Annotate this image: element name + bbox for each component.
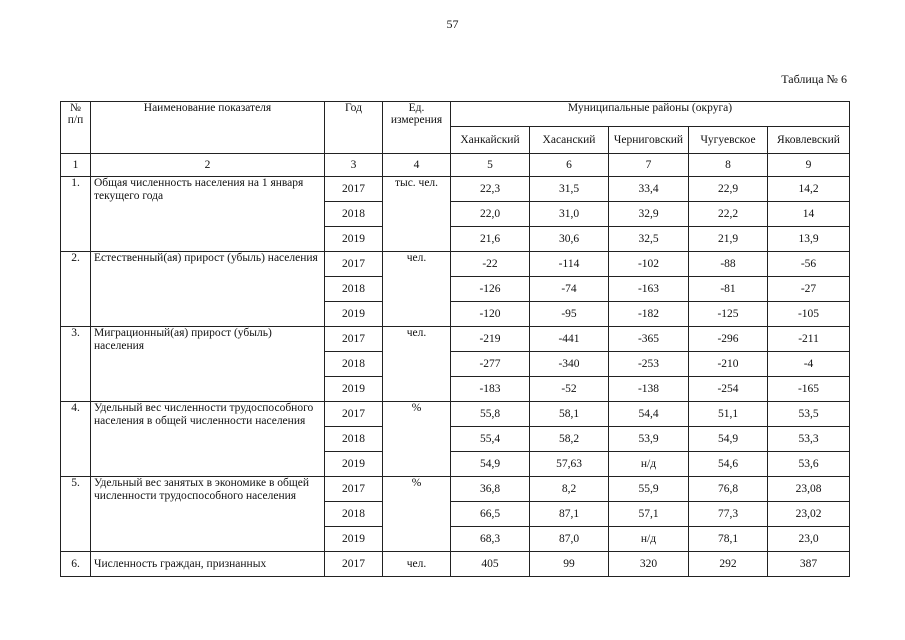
value-cell: -165 xyxy=(768,377,850,402)
year-cell: 2018 xyxy=(325,427,383,452)
year-cell: 2017 xyxy=(325,402,383,427)
value-cell: -105 xyxy=(768,302,850,327)
value-cell: -138 xyxy=(609,377,689,402)
value-cell: 23,02 xyxy=(768,502,850,527)
indicator-number: 6. xyxy=(61,552,91,577)
value-cell: -126 xyxy=(451,277,530,302)
unit-cell: % xyxy=(383,402,451,477)
value-cell: 51,1 xyxy=(689,402,768,427)
value-cell: -22 xyxy=(451,252,530,277)
value-cell: 99 xyxy=(530,552,609,577)
value-cell: 57,63 xyxy=(530,452,609,477)
value-cell: -183 xyxy=(451,377,530,402)
value-cell: -254 xyxy=(689,377,768,402)
year-cell: 2017 xyxy=(325,177,383,202)
value-cell: 14 xyxy=(768,202,850,227)
table-row xyxy=(61,177,850,202)
value-cell: 53,3 xyxy=(768,427,850,452)
value-cell: -88 xyxy=(689,252,768,277)
header-district: Ханкайский xyxy=(451,127,530,154)
value-cell: -277 xyxy=(451,352,530,377)
value-cell: 22,3 xyxy=(451,177,530,202)
column-number: 5 xyxy=(451,154,530,177)
value-cell: -52 xyxy=(530,377,609,402)
value-cell: 57,1 xyxy=(609,502,689,527)
value-cell: 23,08 xyxy=(768,477,850,502)
table-title: Таблица № 6 xyxy=(781,72,847,86)
unit-cell: тыс. чел. xyxy=(383,177,451,252)
value-cell: -102 xyxy=(609,252,689,277)
header-district: Хасанский xyxy=(530,127,609,154)
value-cell: 32,9 xyxy=(609,202,689,227)
unit-cell: % xyxy=(383,477,451,552)
unit-cell: чел. xyxy=(383,327,451,402)
year-cell: 2018 xyxy=(325,202,383,227)
value-cell: -340 xyxy=(530,352,609,377)
value-cell: -120 xyxy=(451,302,530,327)
value-cell: 405 xyxy=(451,552,530,577)
value-cell: 22,9 xyxy=(689,177,768,202)
value-cell: -114 xyxy=(530,252,609,277)
column-number: 3 xyxy=(325,154,383,177)
value-cell: 13,9 xyxy=(768,227,850,252)
unit-cell: чел. xyxy=(383,552,451,577)
table-row xyxy=(61,402,850,427)
header-unit: Ед. измерения xyxy=(383,102,451,154)
column-number: 8 xyxy=(689,154,768,177)
year-cell: 2017 xyxy=(325,477,383,502)
value-cell: -4 xyxy=(768,352,850,377)
indicator-name: Удельный вес занятых в экономике в общей численности трудоспособного населения xyxy=(91,477,325,552)
value-cell: 54,4 xyxy=(609,402,689,427)
table-row xyxy=(61,477,850,502)
indicator-number: 5. xyxy=(61,477,91,552)
value-cell: 55,9 xyxy=(609,477,689,502)
indicator-number: 1. xyxy=(61,177,91,252)
value-cell: 22,2 xyxy=(689,202,768,227)
value-cell: 54,9 xyxy=(689,427,768,452)
value-cell: 78,1 xyxy=(689,527,768,552)
header-district: Черниговский xyxy=(609,127,689,154)
header-year: Год xyxy=(325,102,383,154)
value-cell: 14,2 xyxy=(768,177,850,202)
indicator-number: 3. xyxy=(61,327,91,402)
indicator-name: Миграционный(ая) прирост (убыль) населения xyxy=(91,327,325,402)
value-cell: 23,0 xyxy=(768,527,850,552)
value-cell: 387 xyxy=(768,552,850,577)
indicator-name: Естественный(ая) прирост (убыль) населения xyxy=(91,252,325,327)
value-cell: -163 xyxy=(609,277,689,302)
value-cell: 53,9 xyxy=(609,427,689,452)
value-cell: 66,5 xyxy=(451,502,530,527)
column-number: 4 xyxy=(383,154,451,177)
column-number: 9 xyxy=(768,154,850,177)
value-cell: 31,5 xyxy=(530,177,609,202)
value-cell: -210 xyxy=(689,352,768,377)
value-cell: 55,8 xyxy=(451,402,530,427)
value-cell: 58,1 xyxy=(530,402,609,427)
value-cell: 33,4 xyxy=(609,177,689,202)
value-cell: -253 xyxy=(609,352,689,377)
value-cell: -125 xyxy=(689,302,768,327)
year-cell: 2019 xyxy=(325,377,383,402)
year-cell: 2019 xyxy=(325,452,383,477)
value-cell: 21,6 xyxy=(451,227,530,252)
value-cell: 30,6 xyxy=(530,227,609,252)
header-num: № п/п xyxy=(61,102,91,154)
header-district: Чугуевское xyxy=(689,127,768,154)
year-cell: 2017 xyxy=(325,327,383,352)
header-districts-group: Муниципальные районы (округа) xyxy=(451,102,850,127)
value-cell: -365 xyxy=(609,327,689,352)
value-cell: 320 xyxy=(609,552,689,577)
year-cell: 2019 xyxy=(325,527,383,552)
column-number: 1 xyxy=(61,154,91,177)
year-cell: 2019 xyxy=(325,302,383,327)
value-cell: -74 xyxy=(530,277,609,302)
value-cell: н/д xyxy=(609,527,689,552)
value-cell: 292 xyxy=(689,552,768,577)
indicator-number: 2. xyxy=(61,252,91,327)
value-cell: -296 xyxy=(689,327,768,352)
header-district: Яковлевский xyxy=(768,127,850,154)
indicator-name: Общая численность населения на 1 января текущего года xyxy=(91,177,325,252)
value-cell: 53,5 xyxy=(768,402,850,427)
table-row xyxy=(61,252,850,277)
value-cell: 54,9 xyxy=(451,452,530,477)
year-cell: 2017 xyxy=(325,552,383,577)
year-cell: 2017 xyxy=(325,252,383,277)
value-cell: -95 xyxy=(530,302,609,327)
year-cell: 2018 xyxy=(325,502,383,527)
value-cell: н/д xyxy=(609,452,689,477)
value-cell: 68,3 xyxy=(451,527,530,552)
year-cell: 2018 xyxy=(325,352,383,377)
value-cell: 77,3 xyxy=(689,502,768,527)
column-number: 6 xyxy=(530,154,609,177)
page-number: 57 xyxy=(446,17,459,31)
year-cell: 2018 xyxy=(325,277,383,302)
table-row xyxy=(61,327,850,352)
value-cell: 32,5 xyxy=(609,227,689,252)
indicator-name: Численность граждан, признанных xyxy=(91,552,325,577)
value-cell: 53,6 xyxy=(768,452,850,477)
table-row xyxy=(61,552,850,577)
indicator-name: Удельный вес численности трудоспособного населения в общей численности населения xyxy=(91,402,325,477)
header-name: Наименование показателя xyxy=(91,102,325,154)
value-cell: 8,2 xyxy=(530,477,609,502)
value-cell: -441 xyxy=(530,327,609,352)
value-cell: -211 xyxy=(768,327,850,352)
value-cell: -56 xyxy=(768,252,850,277)
value-cell: 55,4 xyxy=(451,427,530,452)
value-cell: 76,8 xyxy=(689,477,768,502)
value-cell: 87,0 xyxy=(530,527,609,552)
data-table xyxy=(60,101,850,577)
unit-cell: чел. xyxy=(383,252,451,327)
value-cell: -81 xyxy=(689,277,768,302)
indicator-number: 4. xyxy=(61,402,91,477)
value-cell: 87,1 xyxy=(530,502,609,527)
column-number: 7 xyxy=(609,154,689,177)
value-cell: -219 xyxy=(451,327,530,352)
year-cell: 2019 xyxy=(325,227,383,252)
value-cell: 21,9 xyxy=(689,227,768,252)
column-number: 2 xyxy=(91,154,325,177)
value-cell: 22,0 xyxy=(451,202,530,227)
value-cell: 36,8 xyxy=(451,477,530,502)
value-cell: -182 xyxy=(609,302,689,327)
value-cell: 58,2 xyxy=(530,427,609,452)
value-cell: 54,6 xyxy=(689,452,768,477)
value-cell: 31,0 xyxy=(530,202,609,227)
value-cell: -27 xyxy=(768,277,850,302)
